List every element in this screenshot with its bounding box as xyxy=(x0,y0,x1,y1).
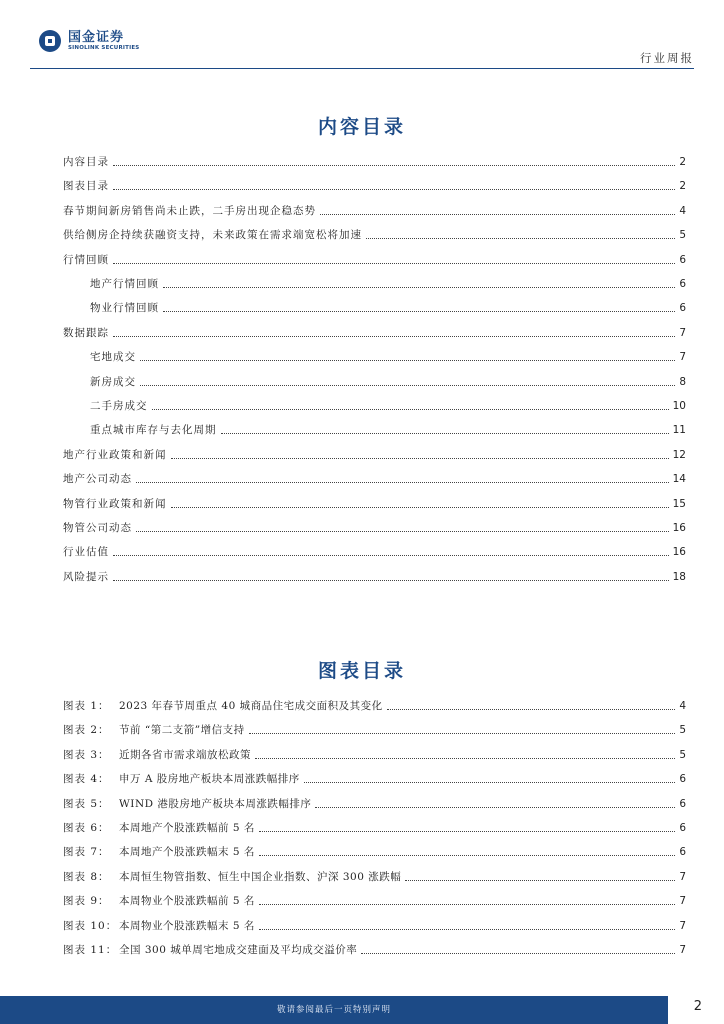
toc-entry-page: 16 xyxy=(672,522,686,534)
figure-entry-page: 5 xyxy=(679,748,686,761)
toc-entry-label: 重点城市库存与去化周期 xyxy=(90,424,217,437)
figure-entry[interactable] xyxy=(63,918,686,934)
figure-entry[interactable] xyxy=(63,942,686,958)
dot-leader xyxy=(140,384,675,386)
toc-entry[interactable] xyxy=(63,325,686,341)
dot-leader xyxy=(366,237,675,239)
figure-entry[interactable] xyxy=(63,722,686,738)
toc-entry-page: 8 xyxy=(679,375,686,388)
document-type-label: 行业周报 xyxy=(640,51,694,65)
dot-leader xyxy=(163,310,675,312)
logo-english-name: SINOLINK SECURITIES xyxy=(68,44,140,51)
figure-caption: 本周物业个股涨跌幅前 5 名 xyxy=(119,895,255,908)
toc-entry-page: 2 xyxy=(679,156,686,168)
figure-entry-text xyxy=(63,942,357,958)
toc-entry-label: 二手房成交 xyxy=(90,400,148,412)
figure-entry[interactable] xyxy=(63,893,686,909)
toc-entry-label: 物业行情回顾 xyxy=(90,302,159,315)
toc-entry-label: 物管公司动态 xyxy=(63,522,132,534)
figure-entry[interactable] xyxy=(63,820,686,836)
toc-entry[interactable] xyxy=(63,154,686,170)
dot-leader xyxy=(259,830,675,832)
figure-caption: 本周恒生物管指数、恒生中国企业指数、沪深 300 涨跌幅 xyxy=(119,870,402,883)
figure-number: 图表 5： xyxy=(63,797,110,810)
toc-entry-label: 风险提示 xyxy=(63,570,109,583)
figure-number: 图表 2： xyxy=(63,724,110,737)
dot-leader xyxy=(113,554,669,556)
toc-entry-page: 16 xyxy=(672,546,686,559)
toc-entry[interactable] xyxy=(63,178,686,194)
figure-list-title: 图表目录 xyxy=(317,660,406,682)
dot-leader xyxy=(113,188,675,190)
figure-caption: 本周物业个股涨跌幅末 5 名 xyxy=(119,919,255,932)
figure-entry[interactable] xyxy=(63,771,686,787)
toc-entry-label: 宅地成交 xyxy=(90,351,136,364)
toc-entry-label: 物管行业政策和新闻 xyxy=(63,497,167,510)
toc-entry-page: 15 xyxy=(672,497,686,510)
toc-entry-label: 供给侧房企持续获融资支持，未来政策在需求端宽松将加速 xyxy=(63,229,362,242)
logo-mark-icon xyxy=(38,29,62,53)
toc-entry-label: 地产行业政策和新闻 xyxy=(63,448,167,461)
toc-entry-page: 6 xyxy=(679,253,686,266)
toc-entry-page: 6 xyxy=(679,278,686,290)
figure-number: 图表 4： xyxy=(63,773,110,786)
dot-leader xyxy=(249,732,676,734)
dot-leader xyxy=(113,164,675,166)
toc-entry-page: 7 xyxy=(679,326,686,339)
toc-entry-page: 6 xyxy=(679,302,686,315)
figure-entry-page: 5 xyxy=(679,724,686,737)
dot-leader xyxy=(163,286,675,288)
toc-entry[interactable] xyxy=(63,520,686,536)
toc-entry-page: 18 xyxy=(672,570,686,583)
figure-caption: 全国 300 城单周宅地成交建面及平均成交溢价率 xyxy=(119,944,358,956)
figure-entry-text xyxy=(63,844,255,860)
figure-entry-text xyxy=(63,698,383,714)
toc-entry-label: 内容目录 xyxy=(63,156,109,168)
figure-entry[interactable] xyxy=(63,796,686,812)
dot-leader xyxy=(255,757,675,759)
toc-entry-page: 5 xyxy=(679,229,686,242)
figure-number: 图表 6： xyxy=(63,822,110,834)
dot-leader xyxy=(315,806,675,808)
toc-entry-page: 12 xyxy=(672,448,686,461)
page-header xyxy=(0,0,724,68)
figure-entry-page: 6 xyxy=(679,822,686,834)
toc-entry-page: 2 xyxy=(679,180,686,193)
toc-entry-page: 7 xyxy=(679,351,686,364)
toc-entry-label: 行情回顾 xyxy=(63,253,109,266)
figure-number: 图表 8： xyxy=(63,870,110,883)
figure-entry-page: 7 xyxy=(679,919,686,932)
company-logo xyxy=(38,26,139,56)
figure-number: 图表 1： xyxy=(63,700,110,712)
toc-entry[interactable] xyxy=(63,227,686,243)
figure-entry-text xyxy=(63,893,255,909)
toc-entry[interactable] xyxy=(90,422,686,438)
dot-leader xyxy=(140,359,675,361)
figure-entry-page: 7 xyxy=(679,944,686,956)
figure-caption: 本周地产个股涨跌幅前 5 名 xyxy=(119,822,255,834)
figure-entry-page: 6 xyxy=(679,797,686,810)
toc-entry[interactable] xyxy=(90,374,686,390)
figure-entry-page: 6 xyxy=(679,773,686,786)
figure-caption: 节前 “第二支箭”增信支持 xyxy=(119,724,245,737)
figure-entry-text xyxy=(63,820,255,836)
figure-entry[interactable] xyxy=(63,869,686,885)
toc-entry[interactable] xyxy=(90,300,686,316)
dot-leader xyxy=(259,903,675,905)
disclaimer-note: 敬请参阅最后一页特别声明 xyxy=(276,1005,391,1015)
toc-entry-page: 14 xyxy=(672,473,686,486)
figure-entry[interactable] xyxy=(63,844,686,860)
toc-entry[interactable] xyxy=(63,496,686,512)
figure-entry-text xyxy=(63,722,245,738)
dot-leader xyxy=(259,928,675,930)
dot-leader xyxy=(113,335,675,337)
figure-entry-page: 6 xyxy=(679,846,686,859)
toc-entry-label: 地产公司动态 xyxy=(63,473,132,486)
toc-entry-label: 地产行情回顾 xyxy=(90,278,159,290)
figure-number: 图表 10： xyxy=(63,919,118,932)
toc-entry-label: 图表目录 xyxy=(63,180,109,193)
toc-entry[interactable] xyxy=(63,203,686,219)
dot-leader xyxy=(387,708,676,710)
figure-entry-text xyxy=(63,796,311,812)
dot-leader xyxy=(221,432,669,434)
dot-leader xyxy=(113,262,675,264)
toc-entry-page: 4 xyxy=(679,204,686,217)
figure-caption: 2023 年春节周重点 40 城商品住宅成交面积及其变化 xyxy=(119,700,383,712)
figure-entry-page: 4 xyxy=(679,700,686,712)
dot-leader xyxy=(113,579,669,581)
toc-entry[interactable] xyxy=(63,471,686,487)
figure-entry-text xyxy=(63,869,401,885)
page-footer xyxy=(0,996,724,1024)
toc-title: 内容目录 xyxy=(317,116,406,138)
figure-caption: WIND 港股房地产板块本周涨跌幅排序 xyxy=(119,797,312,810)
dot-leader xyxy=(136,481,669,483)
toc-entry[interactable] xyxy=(90,349,686,365)
toc-entry[interactable] xyxy=(90,398,686,414)
toc-entry-page: 11 xyxy=(672,424,686,437)
dot-leader xyxy=(361,952,675,954)
toc-entry-label: 数据跟踪 xyxy=(63,326,109,339)
dot-leader xyxy=(259,854,675,856)
toc-entry[interactable] xyxy=(63,447,686,463)
toc-entry[interactable] xyxy=(90,276,686,292)
page-number: 2 xyxy=(693,999,702,1014)
toc-entry-label: 新房成交 xyxy=(90,375,136,388)
figure-entry-page: 7 xyxy=(679,895,686,908)
toc-entry[interactable] xyxy=(63,252,686,268)
dot-leader xyxy=(304,781,676,783)
figure-number: 图表 11： xyxy=(63,944,118,956)
figure-entry-text xyxy=(63,747,251,763)
toc-entry-label: 行业估值 xyxy=(63,546,109,559)
figure-caption: 申万 A 股房地产板块本周涨跌幅排序 xyxy=(119,773,300,786)
figure-number: 图表 7： xyxy=(63,846,110,859)
dot-leader xyxy=(152,408,669,410)
dot-leader xyxy=(171,506,669,508)
dot-leader xyxy=(320,213,675,215)
toc-entry[interactable] xyxy=(63,569,686,585)
toc-entry[interactable] xyxy=(63,544,686,560)
figure-entry-page: 7 xyxy=(679,870,686,883)
toc-entry-page: 10 xyxy=(672,400,686,412)
figure-entry[interactable] xyxy=(63,747,686,763)
toc-entry-label: 春节期间新房销售尚未止跌，二手房出现企稳态势 xyxy=(63,204,316,217)
figure-number: 图表 3： xyxy=(63,748,110,761)
dot-leader xyxy=(405,879,675,881)
figure-entry-text xyxy=(63,771,300,787)
dot-leader xyxy=(171,457,669,459)
figure-entry[interactable] xyxy=(63,698,686,714)
logo-chinese-name: 国金证券 xyxy=(68,29,125,45)
figure-number: 图表 9： xyxy=(63,895,110,908)
figure-entry-text xyxy=(63,918,255,934)
figure-caption: 近期各省市需求端放松政策 xyxy=(119,748,251,761)
figure-caption: 本周地产个股涨跌幅末 5 名 xyxy=(119,846,255,859)
header-divider xyxy=(30,68,694,69)
dot-leader xyxy=(136,530,669,532)
